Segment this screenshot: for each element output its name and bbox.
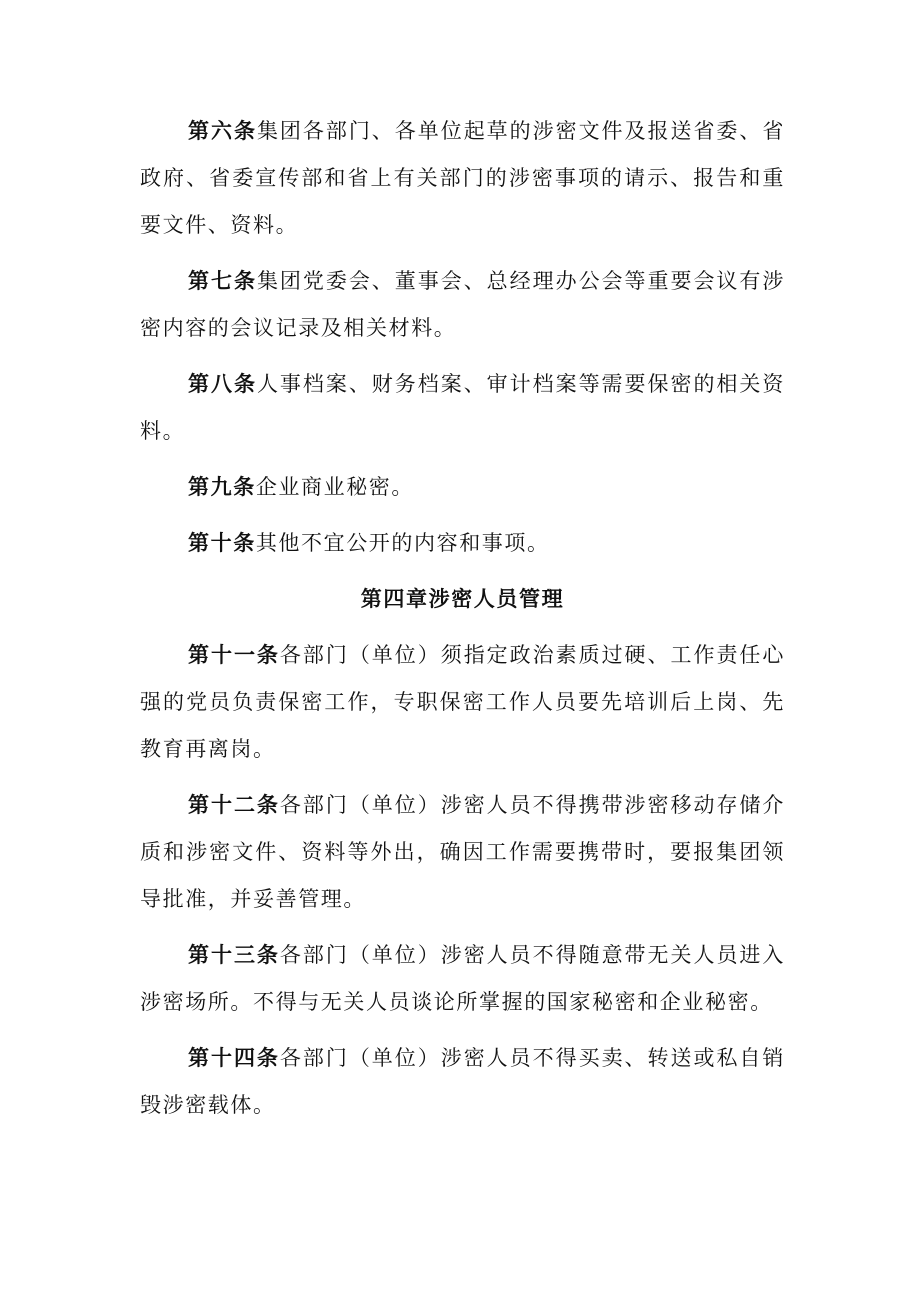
article-11 <box>140 632 785 773</box>
article-7 <box>140 258 785 352</box>
article-9 <box>140 464 785 511</box>
article-label: 第十三条 <box>188 943 280 967</box>
chapter-heading: 第四章涉密人员管理 <box>360 587 565 611</box>
article-text: 各部门（单位）涉密人员不得随意带无关人员进入涉密场所。不得与无关人员谈论所掌握的国家秘密和企业秘密。 <box>140 943 785 1014</box>
article-label: 第十二条 <box>188 793 280 817</box>
article-label: 第七条 <box>188 269 257 293</box>
article-6 <box>140 108 785 249</box>
article-text: 各部门（单位）涉密人员不得携带涉密移动存储介质和涉密文件、资料等外出，确因工作需要携带时，要报集团领导批准，并妥善管理。 <box>140 793 785 911</box>
document-page <box>140 108 785 1138</box>
article-12 <box>140 782 785 923</box>
article-8 <box>140 361 785 455</box>
article-text: 集团各部门、各单位起草的涉密文件及报送省委、省政府、省委宣传部和省上有关部门的涉密事项的请示、报告和重要文件、资料。 <box>140 119 785 237</box>
article-text: 集团党委会、董事会、总经理办公会等重要会议有涉密内容的会议记录及相关材料。 <box>140 269 785 340</box>
article-text: 各部门（单位）涉密人员不得买卖、转送或私自销毁涉密载体。 <box>140 1046 785 1117</box>
article-14 <box>140 1035 785 1129</box>
article-label: 第九条 <box>188 475 256 499</box>
article-10 <box>140 520 785 567</box>
article-label: 第十四条 <box>188 1046 280 1070</box>
article-13 <box>140 932 785 1026</box>
article-text: 人事档案、财务档案、审计档案等需要保密的相关资料。 <box>140 372 785 443</box>
article-label: 第六条 <box>188 119 257 143</box>
article-text: 各部门（单位）须指定政治素质过硬、工作责任心强的党员负责保密工作，专职保密工作人员要先培训后上岗、先教育再离岗。 <box>140 643 785 761</box>
article-label: 第十一条 <box>188 643 280 667</box>
article-label: 第八条 <box>188 372 257 396</box>
article-text: 其他不宜公开的内容和事项。 <box>255 531 550 555</box>
article-text: 企业商业秘密。 <box>255 475 415 499</box>
article-label: 第十条 <box>188 531 256 555</box>
